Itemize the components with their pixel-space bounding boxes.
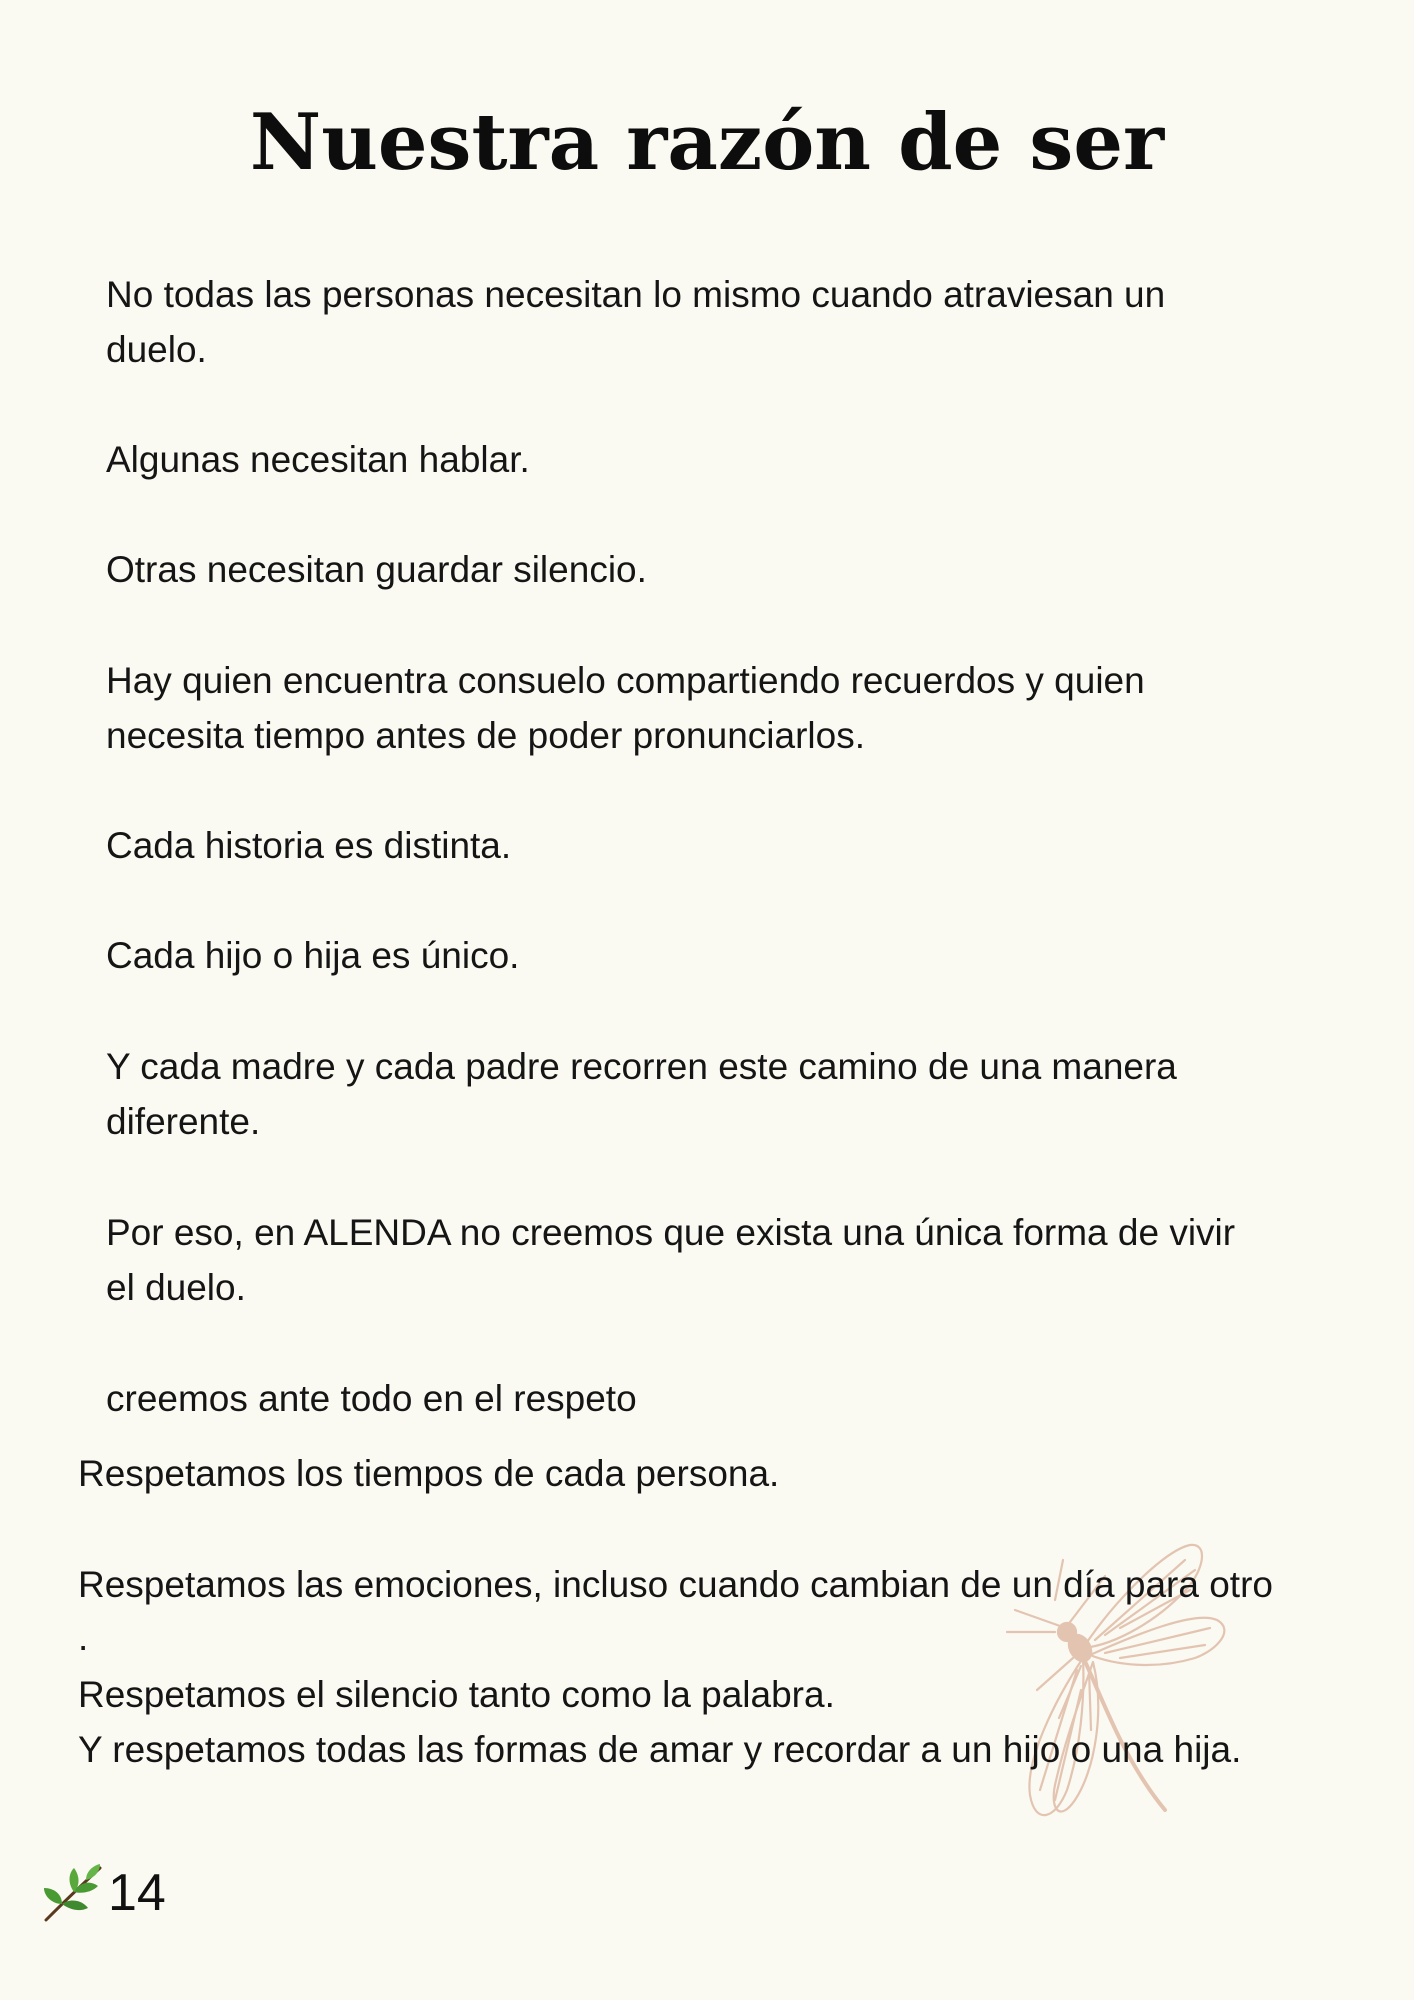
- paragraph-line: duelo.: [106, 329, 207, 370]
- page-title: Nuestra razón de ser: [249, 97, 1165, 188]
- paragraph-line: Hay quien encuentra consuelo compartiendo recuerdos y quien: [106, 660, 1145, 701]
- paragraph-line: Y cada madre y cada padre recorren este camino de una manera: [106, 1046, 1177, 1087]
- paragraph-line: diferente.: [106, 1101, 261, 1142]
- paragraph-line: el duelo.: [106, 1267, 246, 1308]
- respect-line: .: [78, 1617, 89, 1658]
- leaf-icon: [40, 1860, 106, 1926]
- respect-line: Respetamos el silencio tanto como la palabra.: [78, 1674, 835, 1715]
- paragraph-line: Por eso, en ALENDA no creemos que exista una única forma de vivir: [106, 1212, 1236, 1253]
- page-footer: [40, 1858, 166, 1928]
- paragraph-line: No todas las personas necesitan lo mismo cuando atraviesan un: [106, 274, 1166, 315]
- paragraph-line: Algunas necesitan hablar.: [106, 439, 530, 480]
- respect-line: Respetamos las emociones, incluso cuando cambian de un día para otro: [78, 1564, 1273, 1605]
- respect-line: Respetamos los tiempos de cada persona.: [78, 1453, 780, 1494]
- paragraph-line: necesita tiempo antes de poder pronunciarlos.: [106, 715, 865, 756]
- page-number: 14: [108, 1864, 166, 1922]
- paragraph-line: Cada historia es distinta.: [106, 825, 512, 866]
- paragraph-line: creemos ante todo en el respeto: [106, 1378, 637, 1419]
- respect-line: Y respetamos todas las formas de amar y recordar a un hijo o una hija.: [78, 1729, 1242, 1770]
- paragraph-line: Otras necesitan guardar silencio.: [106, 549, 647, 590]
- paragraph-line: Cada hijo o hija es único.: [106, 935, 520, 976]
